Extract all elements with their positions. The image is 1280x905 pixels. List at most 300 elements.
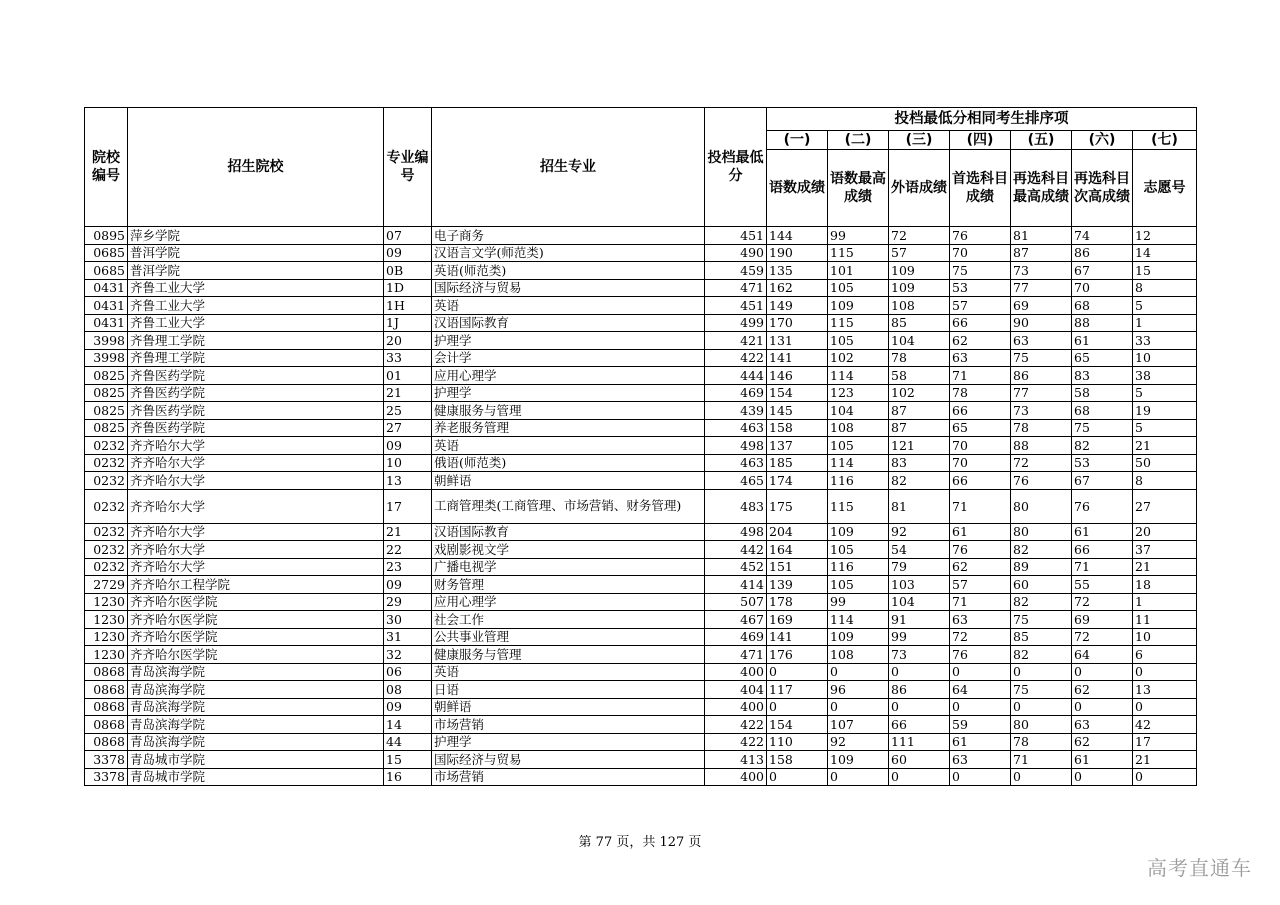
cell-major-code: 06 xyxy=(384,663,432,681)
cell-tie-6: 0 xyxy=(1072,663,1133,681)
table-body xyxy=(85,227,1197,786)
cell-school-code: 0232 xyxy=(85,541,128,559)
cell-tie-7: 27 xyxy=(1133,489,1197,523)
table-row xyxy=(85,402,1197,420)
cell-tie-5: 0 xyxy=(1011,698,1072,716)
cell-major-code: 0B xyxy=(384,262,432,280)
cell-school: 齐齐哈尔大学 xyxy=(128,558,384,576)
cell-tie-5: 73 xyxy=(1011,262,1072,280)
cell-major: 电子商务 xyxy=(432,227,705,245)
cell-major: 健康服务与管理 xyxy=(432,402,705,420)
cell-min-score: 463 xyxy=(705,454,767,472)
header-order-6: (六) xyxy=(1072,131,1133,150)
cell-major: 财务管理 xyxy=(432,576,705,594)
cell-school: 齐齐哈尔大学 xyxy=(128,541,384,559)
cell-tie-3: 0 xyxy=(889,698,950,716)
cell-tie-5: 89 xyxy=(1011,558,1072,576)
cell-tie-6: 68 xyxy=(1072,297,1133,315)
cell-tie-6: 72 xyxy=(1072,628,1133,646)
table-row xyxy=(85,454,1197,472)
cell-tie-1: 0 xyxy=(767,663,828,681)
cell-tie-3: 87 xyxy=(889,419,950,437)
cell-major: 公共事业管理 xyxy=(432,628,705,646)
cell-tie-4: 57 xyxy=(950,576,1011,594)
cell-major: 养老服务管理 xyxy=(432,419,705,437)
cell-tie-1: 141 xyxy=(767,349,828,367)
cell-major: 市场营销 xyxy=(432,716,705,734)
cell-school-code: 0825 xyxy=(85,419,128,437)
cell-tie-2: 101 xyxy=(828,262,889,280)
header-major-code: 专业编号 xyxy=(384,108,432,227)
cell-tie-2: 108 xyxy=(828,419,889,437)
table-row xyxy=(85,768,1197,786)
cell-tie-2: 115 xyxy=(828,244,889,262)
cell-tie-4: 53 xyxy=(950,279,1011,297)
cell-major-code: 14 xyxy=(384,716,432,734)
cell-tie-1: 110 xyxy=(767,733,828,751)
cell-school: 齐鲁理工学院 xyxy=(128,332,384,350)
cell-tie-5: 80 xyxy=(1011,523,1072,541)
cell-tie-5: 60 xyxy=(1011,576,1072,594)
cell-tie-4: 59 xyxy=(950,716,1011,734)
cell-tie-4: 0 xyxy=(950,663,1011,681)
cell-school-code: 3998 xyxy=(85,332,128,350)
cell-tie-7: 33 xyxy=(1133,332,1197,350)
cell-school: 青岛滨海学院 xyxy=(128,681,384,699)
cell-school-code: 3378 xyxy=(85,768,128,786)
cell-tie-2: 96 xyxy=(828,681,889,699)
cell-tie-2: 114 xyxy=(828,454,889,472)
cell-tie-7: 42 xyxy=(1133,716,1197,734)
cell-min-score: 498 xyxy=(705,523,767,541)
cell-tie-7: 15 xyxy=(1133,262,1197,280)
cell-major-code: 32 xyxy=(384,646,432,664)
cell-major-code: 21 xyxy=(384,384,432,402)
cell-tie-5: 88 xyxy=(1011,437,1072,455)
cell-tie-3: 78 xyxy=(889,349,950,367)
cell-major-code: 07 xyxy=(384,227,432,245)
cell-major-code: 09 xyxy=(384,698,432,716)
cell-school: 青岛滨海学院 xyxy=(128,698,384,716)
cell-tie-4: 71 xyxy=(950,489,1011,523)
cell-tie-5: 86 xyxy=(1011,367,1072,385)
cell-tie-4: 71 xyxy=(950,593,1011,611)
cell-tie-5: 77 xyxy=(1011,384,1072,402)
cell-min-score: 469 xyxy=(705,384,767,402)
cell-tie-2: 105 xyxy=(828,279,889,297)
cell-min-score: 400 xyxy=(705,698,767,716)
cell-tie-6: 55 xyxy=(1072,576,1133,594)
table-row xyxy=(85,541,1197,559)
cell-tie-3: 87 xyxy=(889,402,950,420)
cell-min-score: 483 xyxy=(705,489,767,523)
cell-tie-6: 0 xyxy=(1072,698,1133,716)
cell-tie-3: 104 xyxy=(889,593,950,611)
cell-tie-6: 61 xyxy=(1072,332,1133,350)
cell-tie-6: 66 xyxy=(1072,541,1133,559)
cell-tie-1: 158 xyxy=(767,419,828,437)
cell-tie-5: 90 xyxy=(1011,314,1072,332)
cell-tie-4: 0 xyxy=(950,698,1011,716)
cell-tie-5: 81 xyxy=(1011,227,1072,245)
cell-tie-1: 131 xyxy=(767,332,828,350)
cell-tie-7: 0 xyxy=(1133,663,1197,681)
cell-school: 齐鲁工业大学 xyxy=(128,279,384,297)
cell-tie-2: 0 xyxy=(828,663,889,681)
cell-tie-5: 85 xyxy=(1011,628,1072,646)
cell-major-code: 1D xyxy=(384,279,432,297)
cell-major-code: 15 xyxy=(384,751,432,769)
cell-tie-4: 70 xyxy=(950,454,1011,472)
cell-tie-7: 0 xyxy=(1133,698,1197,716)
cell-school: 齐鲁工业大学 xyxy=(128,297,384,315)
cell-tie-2: 115 xyxy=(828,489,889,523)
cell-major: 日语 xyxy=(432,681,705,699)
cell-tie-1: 176 xyxy=(767,646,828,664)
cell-tie-4: 61 xyxy=(950,733,1011,751)
cell-tie-1: 170 xyxy=(767,314,828,332)
cell-tie-4: 70 xyxy=(950,437,1011,455)
cell-tie-7: 19 xyxy=(1133,402,1197,420)
cell-tie-2: 105 xyxy=(828,332,889,350)
header-order-5: (五) xyxy=(1011,131,1072,150)
cell-major: 护理学 xyxy=(432,733,705,751)
cell-tie-6: 71 xyxy=(1072,558,1133,576)
cell-school: 青岛滨海学院 xyxy=(128,716,384,734)
cell-tie-6: 0 xyxy=(1072,768,1133,786)
cell-tie-2: 104 xyxy=(828,402,889,420)
cell-school-code: 0868 xyxy=(85,663,128,681)
cell-school-code: 0685 xyxy=(85,262,128,280)
cell-tie-3: 81 xyxy=(889,489,950,523)
cell-tie-3: 83 xyxy=(889,454,950,472)
cell-tie-7: 21 xyxy=(1133,558,1197,576)
cell-school: 普洱学院 xyxy=(128,244,384,262)
cell-school-code: 0232 xyxy=(85,437,128,455)
table-row xyxy=(85,349,1197,367)
table-row xyxy=(85,681,1197,699)
cell-major: 朝鲜语 xyxy=(432,698,705,716)
cell-tie-7: 18 xyxy=(1133,576,1197,594)
cell-tie-6: 86 xyxy=(1072,244,1133,262)
cell-major-code: 22 xyxy=(384,541,432,559)
cell-tie-1: 169 xyxy=(767,611,828,629)
table-row xyxy=(85,663,1197,681)
cell-tie-4: 66 xyxy=(950,314,1011,332)
header-school: 招生院校 xyxy=(128,108,384,227)
cell-tie-3: 92 xyxy=(889,523,950,541)
cell-tie-2: 0 xyxy=(828,698,889,716)
cell-school: 齐鲁理工学院 xyxy=(128,349,384,367)
cell-tie-2: 109 xyxy=(828,523,889,541)
cell-tie-5: 87 xyxy=(1011,244,1072,262)
cell-school: 青岛城市学院 xyxy=(128,768,384,786)
header-major: 招生专业 xyxy=(432,108,705,227)
cell-tie-2: 92 xyxy=(828,733,889,751)
table-row xyxy=(85,314,1197,332)
cell-min-score: 444 xyxy=(705,367,767,385)
table-row xyxy=(85,279,1197,297)
cell-min-score: 490 xyxy=(705,244,767,262)
table-row xyxy=(85,698,1197,716)
header-school-code: 院校编号 xyxy=(85,108,128,227)
cell-min-score: 467 xyxy=(705,611,767,629)
cell-tie-4: 71 xyxy=(950,367,1011,385)
cell-tie-2: 105 xyxy=(828,541,889,559)
cell-major: 会计学 xyxy=(432,349,705,367)
cell-school: 齐齐哈尔工程学院 xyxy=(128,576,384,594)
cell-major-code: 17 xyxy=(384,489,432,523)
cell-min-score: 422 xyxy=(705,716,767,734)
cell-tie-7: 50 xyxy=(1133,454,1197,472)
cell-tie-1: 185 xyxy=(767,454,828,472)
cell-major: 国际经济与贸易 xyxy=(432,751,705,769)
cell-tie-5: 73 xyxy=(1011,402,1072,420)
cell-tie-3: 109 xyxy=(889,262,950,280)
cell-tie-4: 78 xyxy=(950,384,1011,402)
cell-tie-4: 61 xyxy=(950,523,1011,541)
cell-school: 齐齐哈尔大学 xyxy=(128,489,384,523)
table-row xyxy=(85,489,1197,523)
table-row xyxy=(85,227,1197,245)
cell-tie-7: 0 xyxy=(1133,768,1197,786)
cell-tie-5: 82 xyxy=(1011,593,1072,611)
cell-major-code: 13 xyxy=(384,472,432,490)
cell-tie-2: 0 xyxy=(828,768,889,786)
cell-tie-3: 60 xyxy=(889,751,950,769)
cell-tie-1: 174 xyxy=(767,472,828,490)
cell-tie-4: 0 xyxy=(950,768,1011,786)
cell-tie-3: 104 xyxy=(889,332,950,350)
cell-major-code: 01 xyxy=(384,367,432,385)
cell-tie-5: 72 xyxy=(1011,454,1072,472)
cell-school: 萍乡学院 xyxy=(128,227,384,245)
cell-school-code: 0232 xyxy=(85,523,128,541)
cell-min-score: 452 xyxy=(705,558,767,576)
cell-school-code: 0431 xyxy=(85,314,128,332)
header-order-2: (二) xyxy=(828,131,889,150)
cell-tie-3: 66 xyxy=(889,716,950,734)
cell-tie-7: 12 xyxy=(1133,227,1197,245)
cell-tie-6: 63 xyxy=(1072,716,1133,734)
cell-tie-4: 70 xyxy=(950,244,1011,262)
cell-major-code: 27 xyxy=(384,419,432,437)
cell-major: 汉语国际教育 xyxy=(432,314,705,332)
header-min-score: 投档最低分 xyxy=(705,108,767,227)
cell-tie-6: 62 xyxy=(1072,681,1133,699)
cell-major-code: 23 xyxy=(384,558,432,576)
cell-tie-6: 67 xyxy=(1072,472,1133,490)
cell-tie-1: 135 xyxy=(767,262,828,280)
cell-tie-3: 109 xyxy=(889,279,950,297)
cell-tie-1: 164 xyxy=(767,541,828,559)
cell-tie-7: 37 xyxy=(1133,541,1197,559)
cell-tie-4: 62 xyxy=(950,558,1011,576)
cell-tie-7: 21 xyxy=(1133,751,1197,769)
cell-school: 齐齐哈尔医学院 xyxy=(128,593,384,611)
cell-tie-7: 5 xyxy=(1133,297,1197,315)
cell-school: 齐齐哈尔医学院 xyxy=(128,611,384,629)
header-tie-col-1: 语数成绩 xyxy=(767,150,828,227)
cell-tie-5: 77 xyxy=(1011,279,1072,297)
table-row xyxy=(85,558,1197,576)
cell-min-score: 422 xyxy=(705,349,767,367)
cell-school: 齐齐哈尔大学 xyxy=(128,454,384,472)
cell-tie-2: 109 xyxy=(828,297,889,315)
cell-tie-1: 190 xyxy=(767,244,828,262)
cell-school: 齐齐哈尔医学院 xyxy=(128,646,384,664)
cell-tie-3: 103 xyxy=(889,576,950,594)
cell-tie-3: 54 xyxy=(889,541,950,559)
cell-school-code: 0895 xyxy=(85,227,128,245)
cell-tie-3: 58 xyxy=(889,367,950,385)
cell-tie-3: 79 xyxy=(889,558,950,576)
cell-major: 社会工作 xyxy=(432,611,705,629)
cell-tie-2: 115 xyxy=(828,314,889,332)
cell-major-code: 33 xyxy=(384,349,432,367)
cell-tie-3: 102 xyxy=(889,384,950,402)
header-tie-col-6: 再选科目次高成绩 xyxy=(1072,150,1133,227)
cell-tie-5: 0 xyxy=(1011,663,1072,681)
cell-tie-1: 158 xyxy=(767,751,828,769)
cell-tie-7: 5 xyxy=(1133,419,1197,437)
cell-tie-6: 67 xyxy=(1072,262,1133,280)
cell-tie-6: 68 xyxy=(1072,402,1133,420)
cell-min-score: 422 xyxy=(705,733,767,751)
header-order-7: (七) xyxy=(1133,131,1197,150)
cell-tie-5: 78 xyxy=(1011,733,1072,751)
cell-tie-3: 85 xyxy=(889,314,950,332)
cell-tie-3: 111 xyxy=(889,733,950,751)
cell-tie-4: 76 xyxy=(950,541,1011,559)
cell-tie-1: 162 xyxy=(767,279,828,297)
cell-major-code: 09 xyxy=(384,244,432,262)
cell-major: 英语 xyxy=(432,297,705,315)
cell-tie-5: 0 xyxy=(1011,768,1072,786)
cell-tie-2: 114 xyxy=(828,611,889,629)
table-row xyxy=(85,472,1197,490)
cell-min-score: 442 xyxy=(705,541,767,559)
table-row xyxy=(85,367,1197,385)
cell-tie-2: 105 xyxy=(828,576,889,594)
table-row xyxy=(85,611,1197,629)
cell-school-code: 0232 xyxy=(85,454,128,472)
cell-major: 市场营销 xyxy=(432,768,705,786)
cell-tie-6: 65 xyxy=(1072,349,1133,367)
cell-major-code: 09 xyxy=(384,576,432,594)
cell-tie-5: 75 xyxy=(1011,611,1072,629)
cell-tie-5: 63 xyxy=(1011,332,1072,350)
cell-major: 汉语言文学(师范类) xyxy=(432,244,705,262)
table-row xyxy=(85,297,1197,315)
cell-school-code: 0868 xyxy=(85,681,128,699)
cell-tie-3: 57 xyxy=(889,244,950,262)
cell-tie-1: 0 xyxy=(767,768,828,786)
cell-tie-2: 109 xyxy=(828,628,889,646)
header-tie-col-4: 首选科目成绩 xyxy=(950,150,1011,227)
table-row xyxy=(85,628,1197,646)
cell-school: 齐齐哈尔医学院 xyxy=(128,628,384,646)
cell-tie-1: 149 xyxy=(767,297,828,315)
cell-tie-2: 99 xyxy=(828,593,889,611)
cell-school-code: 0868 xyxy=(85,698,128,716)
cell-tie-7: 14 xyxy=(1133,244,1197,262)
cell-tie-7: 1 xyxy=(1133,314,1197,332)
cell-tie-4: 66 xyxy=(950,472,1011,490)
cell-school: 齐鲁医药学院 xyxy=(128,384,384,402)
cell-tie-7: 10 xyxy=(1133,628,1197,646)
watermark-text: 高考直通车 xyxy=(1147,856,1252,880)
cell-tie-7: 5 xyxy=(1133,384,1197,402)
cell-tie-4: 65 xyxy=(950,419,1011,437)
cell-min-score: 499 xyxy=(705,314,767,332)
cell-tie-3: 121 xyxy=(889,437,950,455)
cell-min-score: 471 xyxy=(705,646,767,664)
cell-major: 应用心理学 xyxy=(432,593,705,611)
cell-tie-7: 8 xyxy=(1133,279,1197,297)
cell-tie-4: 66 xyxy=(950,402,1011,420)
cell-tie-1: 145 xyxy=(767,402,828,420)
cell-tie-4: 75 xyxy=(950,262,1011,280)
table-row xyxy=(85,716,1197,734)
cell-tie-5: 69 xyxy=(1011,297,1072,315)
cell-tie-1: 144 xyxy=(767,227,828,245)
cell-major: 护理学 xyxy=(432,384,705,402)
cell-school-code: 0232 xyxy=(85,472,128,490)
cell-school: 齐齐哈尔大学 xyxy=(128,472,384,490)
header-tie-col-3: 外语成绩 xyxy=(889,150,950,227)
table-row xyxy=(85,751,1197,769)
cell-school: 普洱学院 xyxy=(128,262,384,280)
cell-min-score: 413 xyxy=(705,751,767,769)
cell-tie-3: 72 xyxy=(889,227,950,245)
cell-tie-3: 108 xyxy=(889,297,950,315)
cell-tie-2: 108 xyxy=(828,646,889,664)
cell-school: 齐齐哈尔大学 xyxy=(128,437,384,455)
cell-tie-5: 76 xyxy=(1011,472,1072,490)
cell-min-score: 451 xyxy=(705,297,767,315)
cell-major-code: 16 xyxy=(384,768,432,786)
cell-tie-5: 80 xyxy=(1011,489,1072,523)
cell-major: 英语 xyxy=(432,437,705,455)
cell-min-score: 498 xyxy=(705,437,767,455)
cell-min-score: 507 xyxy=(705,593,767,611)
cell-min-score: 451 xyxy=(705,227,767,245)
cell-tie-5: 75 xyxy=(1011,349,1072,367)
cell-tie-5: 71 xyxy=(1011,751,1072,769)
cell-tie-5: 82 xyxy=(1011,646,1072,664)
cell-tie-3: 99 xyxy=(889,628,950,646)
cell-major: 朝鲜语 xyxy=(432,472,705,490)
cell-school-code: 0232 xyxy=(85,489,128,523)
cell-tie-7: 17 xyxy=(1133,733,1197,751)
cell-tie-5: 75 xyxy=(1011,681,1072,699)
cell-school-code: 0232 xyxy=(85,558,128,576)
cell-tie-1: 141 xyxy=(767,628,828,646)
cell-school-code: 1230 xyxy=(85,593,128,611)
header-order-4: (四) xyxy=(950,131,1011,150)
cell-tie-5: 78 xyxy=(1011,419,1072,437)
cell-min-score: 439 xyxy=(705,402,767,420)
cell-school: 齐鲁工业大学 xyxy=(128,314,384,332)
cell-tie-4: 76 xyxy=(950,646,1011,664)
cell-major: 英语(师范类) xyxy=(432,262,705,280)
cell-tie-2: 123 xyxy=(828,384,889,402)
cell-school: 青岛城市学院 xyxy=(128,751,384,769)
cell-tie-6: 76 xyxy=(1072,489,1133,523)
cell-tie-4: 63 xyxy=(950,751,1011,769)
cell-min-score: 469 xyxy=(705,628,767,646)
